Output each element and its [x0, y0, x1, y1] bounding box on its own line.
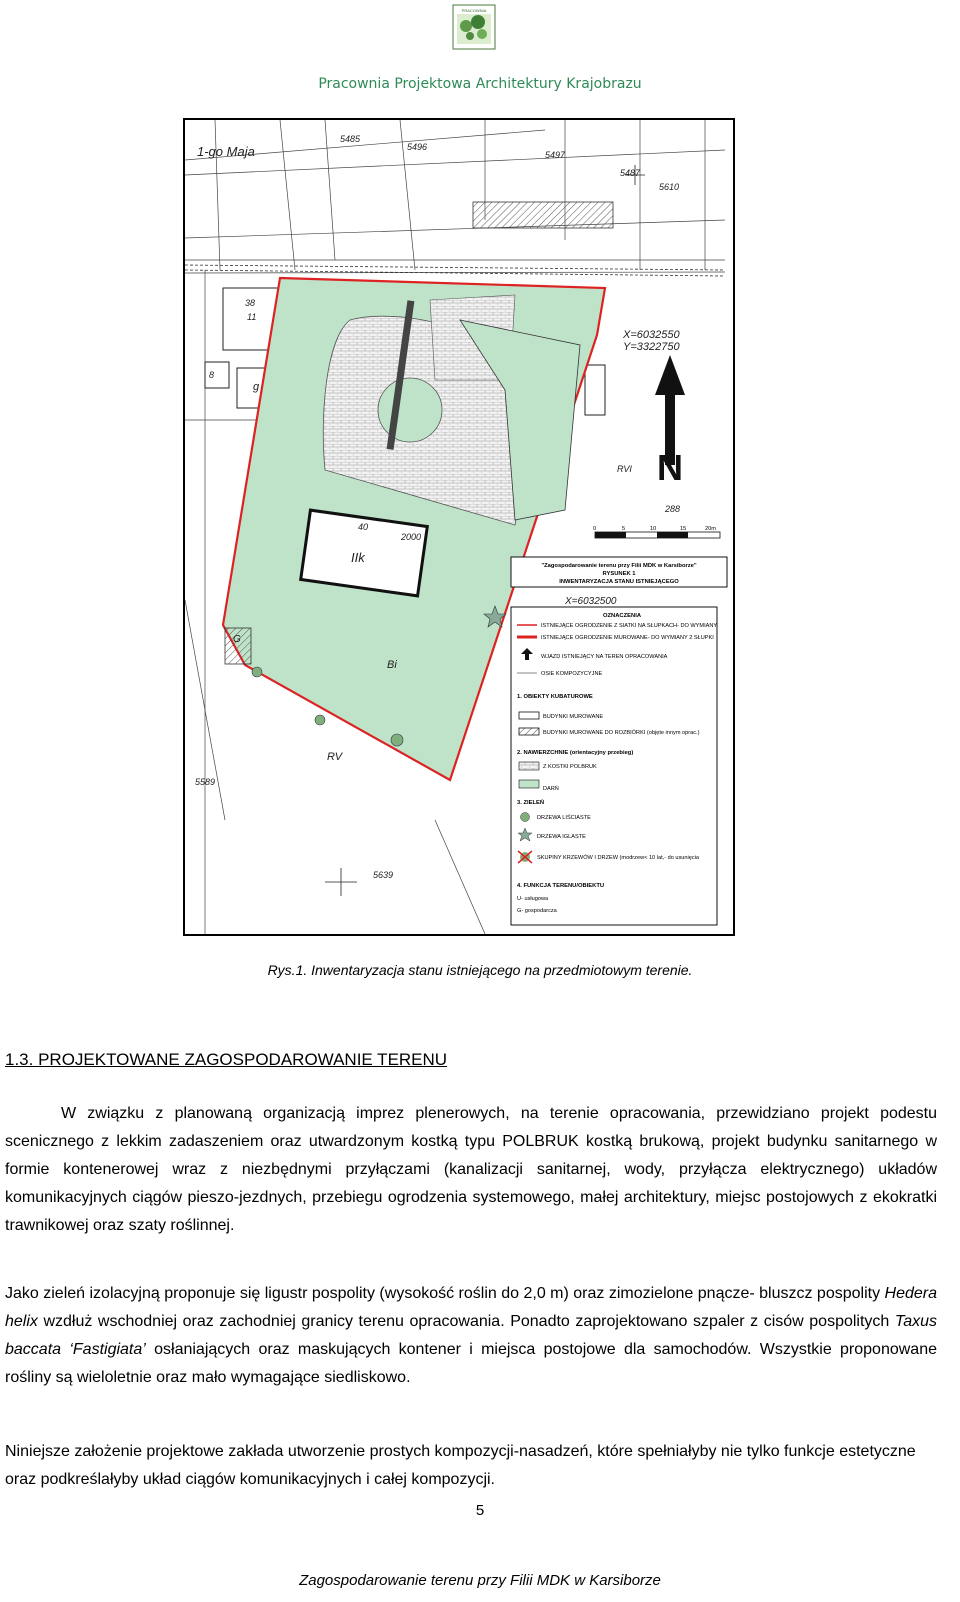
svg-text:IIk: IIk: [351, 550, 365, 565]
svg-text:5589: 5589: [195, 777, 216, 787]
legend: [511, 607, 717, 925]
svg-text:RV: RV: [327, 751, 343, 763]
svg-text:20m: 20m: [705, 526, 716, 532]
svg-text:8: 8: [209, 370, 215, 380]
central-lawn: [378, 378, 442, 442]
svg-text:INWENTARYZACJA STANU ISTNIEJĄC: INWENTARYZACJA STANU ISTNIEJĄCEGO: [559, 579, 679, 585]
svg-text:Z KOSTKI POLBRUK: Z KOSTKI POLBRUK: [543, 764, 597, 770]
svg-text:ISTNIEJĄCE OGRODZENIE MUROWANE: ISTNIEJĄCE OGRODZENIE MUROWANE- DO WYMIANY 2 SŁUPKI: [541, 635, 714, 641]
paragraph-2: Jako zieleń izolacyjną proponuje się ligustr pospolity (wysokość roślin do 2,0 m) oraz zimozielone pnącze- bluszcz pospolity Hedera helix wzdłuż wschodniej oraz zachodniej granicy terenu opracowania. Ponadto zaprojektowano szpaler z cisów pospolitych Taxus baccata ‘Fastigiata’ osłaniających oraz maskujących kontener i miejsca postojowe dla samochodów. Wszystkie proponowane rośliny są wieloletnie oraz mało wymagające siedliskowo.: [5, 1285, 938, 1386]
svg-text:38: 38: [245, 298, 256, 308]
north-arrow-icon: [655, 355, 685, 488]
svg-text:5485: 5485: [340, 134, 361, 144]
svg-text:2000: 2000: [401, 532, 422, 542]
coord-x-label: X=6032550: [623, 329, 680, 341]
svg-text:10: 10: [650, 526, 657, 532]
page-number: 5: [475, 1502, 485, 1519]
small-building-right: [585, 365, 605, 415]
svg-text:G- gospodarcza: G- gospodarcza: [517, 908, 557, 914]
svg-text:DRZEWA IGLASTE: DRZEWA IGLASTE: [537, 834, 586, 840]
svg-text:3. ZIELEŃ: 3. ZIELEŃ: [517, 800, 545, 806]
svg-text:5: 5: [622, 526, 626, 532]
svg-text:G: G: [233, 634, 241, 645]
svg-text:5497: 5497: [545, 150, 566, 160]
figure-caption: Rys.1. Inwentaryzacja stanu istniejącego na przedmiotowym terenie.: [267, 962, 693, 978]
svg-text:"Zagospodarowanie terenu przy: "Zagospodarowanie terenu przy Filii MDK w Karsiborze": [541, 563, 697, 569]
site-plan-map: [183, 118, 735, 936]
railway-band: [185, 265, 725, 276]
svg-text:1. OBIEKTY KUBATUROWE: 1. OBIEKTY KUBATUROWE: [517, 694, 593, 700]
svg-text:ISTNIEJĄCE OGRODZENIE Z SIATKI: ISTNIEJĄCE OGRODZENIE Z SIATKI NA SŁUPKACH- DO WYMIANY: [541, 623, 718, 629]
svg-text:Bi: Bi: [387, 659, 397, 671]
svg-text:SKUPINY KRZEWÓW I DRZEW (modrz: SKUPINY KRZEWÓW I DRZEW (modrzew< 10 lat,- do usunięcia: [537, 855, 700, 861]
section-title: 1.3. PROJEKTOWANE ZAGOSPODAROWANIE TERENU: [5, 1050, 448, 1069]
deciduous-tree-icon: [521, 813, 530, 822]
north-label: N: [657, 447, 683, 488]
shrub-removal-icon: [518, 851, 532, 863]
svg-text:DARŃ: DARŃ: [543, 786, 559, 792]
svg-text:5496: 5496: [407, 142, 428, 152]
svg-text:11: 11: [247, 312, 257, 322]
svg-text:RVI: RVI: [617, 464, 632, 474]
logo-text: PRACOWNIA: [461, 8, 487, 13]
svg-text:15: 15: [680, 526, 687, 532]
svg-text:WJAZD ISTNIEJĄCY NA TEREN OPRA: WJAZD ISTNIEJĄCY NA TEREN OPRACOWANIA: [541, 654, 668, 660]
svg-text:BUDYNKI MUROWANE: BUDYNKI MUROWANE: [543, 714, 604, 720]
svg-text:288: 288: [665, 504, 681, 514]
paragraph-3: Niniejsze założenie projektowe zakłada utworzenie prostych kompozycji-nasadzeń, które spełniałyby nie tylko funkcje estetyczne oraz podkreślałyby układ ciągów komunikacyjnych i całej kompozycji.: [5, 1443, 916, 1488]
firm-logo: [452, 4, 496, 50]
svg-text:U- usługowa: U- usługowa: [517, 896, 549, 902]
firm-name: Pracownia Projektowa Architektury Krajobrazu: [318, 76, 642, 92]
svg-text:BUDYNKI MUROWANE DO ROZBIÓRKI: BUDYNKI MUROWANE DO ROZBIÓRKI (objęte innym oprac.): [543, 730, 700, 736]
svg-text:OSIE KOMPOZYCYJNE: OSIE KOMPOZYCYJNE: [541, 671, 603, 677]
title-block: [511, 557, 727, 587]
svg-text:40: 40: [358, 522, 369, 532]
svg-text:4. FUNKCJA TERENU/OBIEKTU: 4. FUNKCJA TERENU/OBIEKTU: [517, 883, 605, 889]
svg-text:g: g: [253, 381, 260, 393]
svg-text:OZNACZENIA: OZNACZENIA: [603, 613, 641, 619]
coord-y-label: Y=3322750: [623, 341, 680, 353]
hatched-building: [473, 202, 613, 228]
scale-bar: [593, 526, 720, 538]
page-footer: Zagospodarowanie terenu przy Filii MDK w Karsiborze: [299, 1572, 661, 1589]
paragraph-1: W związku z planowaną organizacją imprez plenerowych, na terenie opracowania, przewidziano projekt podestu scenicznego z lekkim zadaszeniem oraz utwardzonym kostką typu POLBRUK kostką brukową, projekt budynku sanitarnego w formie kontenerowej wraz z niezbędnymi przyłączami (kanalizacji sanitarnej, wody, przyłącza elektrycznego) układów komunikacyjnych ciągów pieszo-jezdnych, przebiegu ogrodzenia systemowego, małej architektury, miejsc postojowych z ekokratki trawnikowej oraz szaty roślinnej.: [5, 1105, 937, 1234]
svg-text:5487: 5487: [620, 168, 641, 178]
svg-text:5610: 5610: [659, 182, 680, 192]
svg-text:5639: 5639: [373, 870, 394, 880]
coord-x2-label: X=6032500: [565, 596, 617, 607]
svg-text:0: 0: [593, 526, 597, 532]
svg-text:2. NAWIERZCHNIE (orientacyjny: 2. NAWIERZCHNIE (orientacyjny przebieg): [517, 750, 634, 756]
street-label: 1-go Maja: [197, 144, 255, 159]
svg-text:DRZEWA LIŚCIASTE: DRZEWA LIŚCIASTE: [537, 815, 591, 821]
svg-text:RYSUNEK 1: RYSUNEK 1: [602, 571, 636, 577]
